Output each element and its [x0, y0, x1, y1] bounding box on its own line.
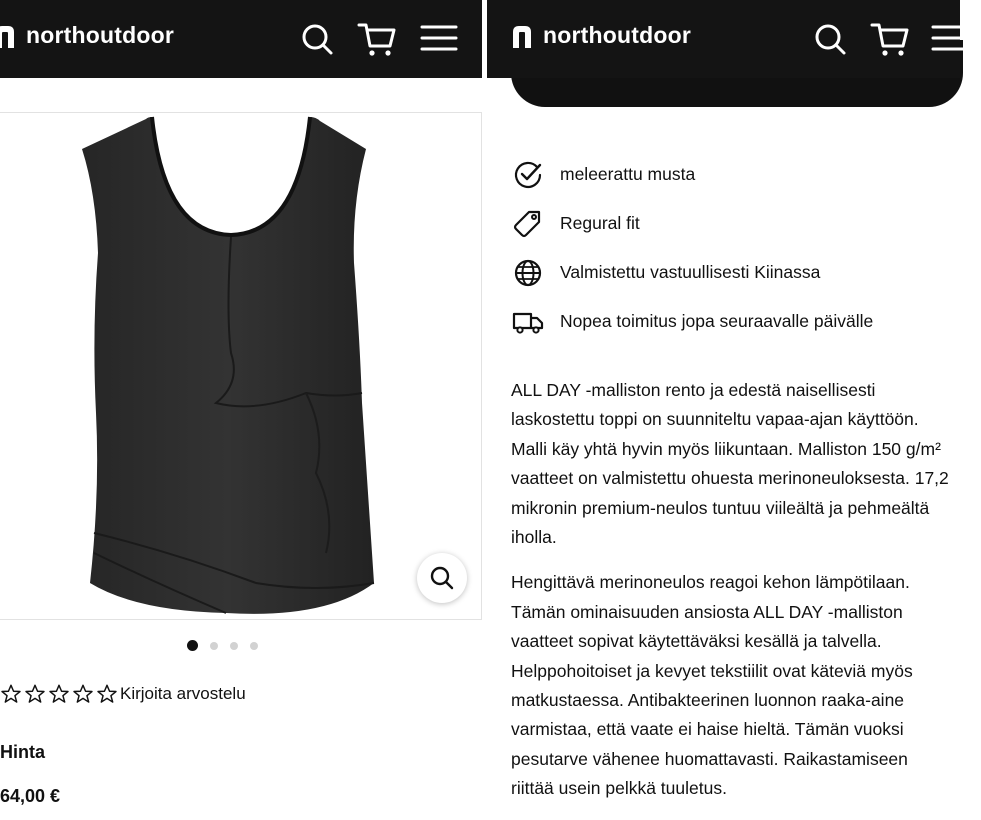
feature-text: meleerattu musta	[560, 164, 696, 184]
feature-text: Regural fit	[560, 213, 640, 233]
description-paragraph: Hengittävä merinoneulos reagoi kehon lämpötilaan. Tämän ominaisuuden ansiosta ALL DAY -malliston vaatteet sopivat käytettäväksi kesällä ja talvella. Helppohoitoiset ja kevyet tekstiilit ovat käteviä myös matkustaessa. Antibakteerinen luonnon raaka-aine varmistaa, että vaate ei haise hieltä. Tämän vuoksi pesutarve vähenee huomattavasti. Raikastamiseen riittää usein pelkkä tuuletus.	[511, 572, 913, 799]
brand-name: northoutdoor	[26, 22, 175, 48]
feature-item	[511, 248, 873, 297]
star-empty-icon[interactable]	[96, 683, 118, 705]
site-header	[487, 0, 960, 78]
truck-icon	[511, 305, 545, 339]
zoom-button[interactable]	[417, 553, 467, 603]
menu-icon[interactable]	[418, 18, 460, 60]
tag-icon	[511, 207, 545, 241]
product-image[interactable]	[0, 112, 482, 620]
feature-item	[511, 150, 873, 199]
gallery-dot[interactable]	[230, 642, 238, 650]
zoom-icon	[429, 565, 455, 591]
feature-item	[511, 297, 873, 346]
feature-text: Nopea toimitus jopa seuraavalle päivälle	[560, 311, 874, 331]
logo-icon	[0, 24, 16, 48]
globe-icon	[511, 256, 545, 290]
feature-item	[511, 199, 873, 248]
brand-logo[interactable]	[0, 22, 174, 49]
product-description	[511, 376, 981, 820]
star-empty-icon[interactable]	[0, 683, 22, 705]
check-circle-icon	[511, 158, 545, 192]
logo-icon	[511, 24, 533, 48]
gallery-dot[interactable]	[187, 640, 198, 651]
left-screen	[0, 0, 482, 806]
price-value: 64,00 €	[0, 786, 61, 806]
search-icon[interactable]	[296, 18, 338, 60]
write-review-link[interactable]: Kirjoita arvostelu	[120, 684, 246, 703]
site-header	[0, 0, 482, 78]
description-paragraph: ALL DAY -malliston rento ja edestä naisellisesti laskostettu toppi on suunniteltu vapaa-ajan käyttöön. Malli käy yhtä hyvin myös liikuntaan. Malliston 150 g/m² vaatteet on valmistettu ohuesta merinoneuloksesta. 17,2 mikronin premium-neulos tuntuu viileältä ja pehmeältä iholla.	[511, 380, 949, 548]
feature-text: Valmistettu vastuullisesti Kiinassa	[560, 262, 821, 282]
gallery-dot[interactable]	[250, 642, 258, 650]
gallery-dot[interactable]	[210, 642, 218, 650]
cart-icon[interactable]	[869, 18, 911, 60]
cart-icon[interactable]	[356, 18, 398, 60]
gallery-dots	[187, 640, 258, 651]
price-label: Hinta	[0, 742, 45, 762]
search-icon[interactable]	[809, 18, 851, 60]
star-empty-icon[interactable]	[24, 683, 46, 705]
rating-row	[0, 683, 246, 705]
brand-name: northoutdoor	[543, 22, 692, 48]
right-screen	[487, 0, 960, 799]
brand-logo[interactable]	[511, 22, 691, 49]
tank-top-image	[76, 113, 386, 619]
star-empty-icon[interactable]	[48, 683, 70, 705]
feature-list	[511, 150, 873, 346]
menu-icon[interactable]	[929, 18, 971, 60]
star-empty-icon[interactable]	[72, 683, 94, 705]
